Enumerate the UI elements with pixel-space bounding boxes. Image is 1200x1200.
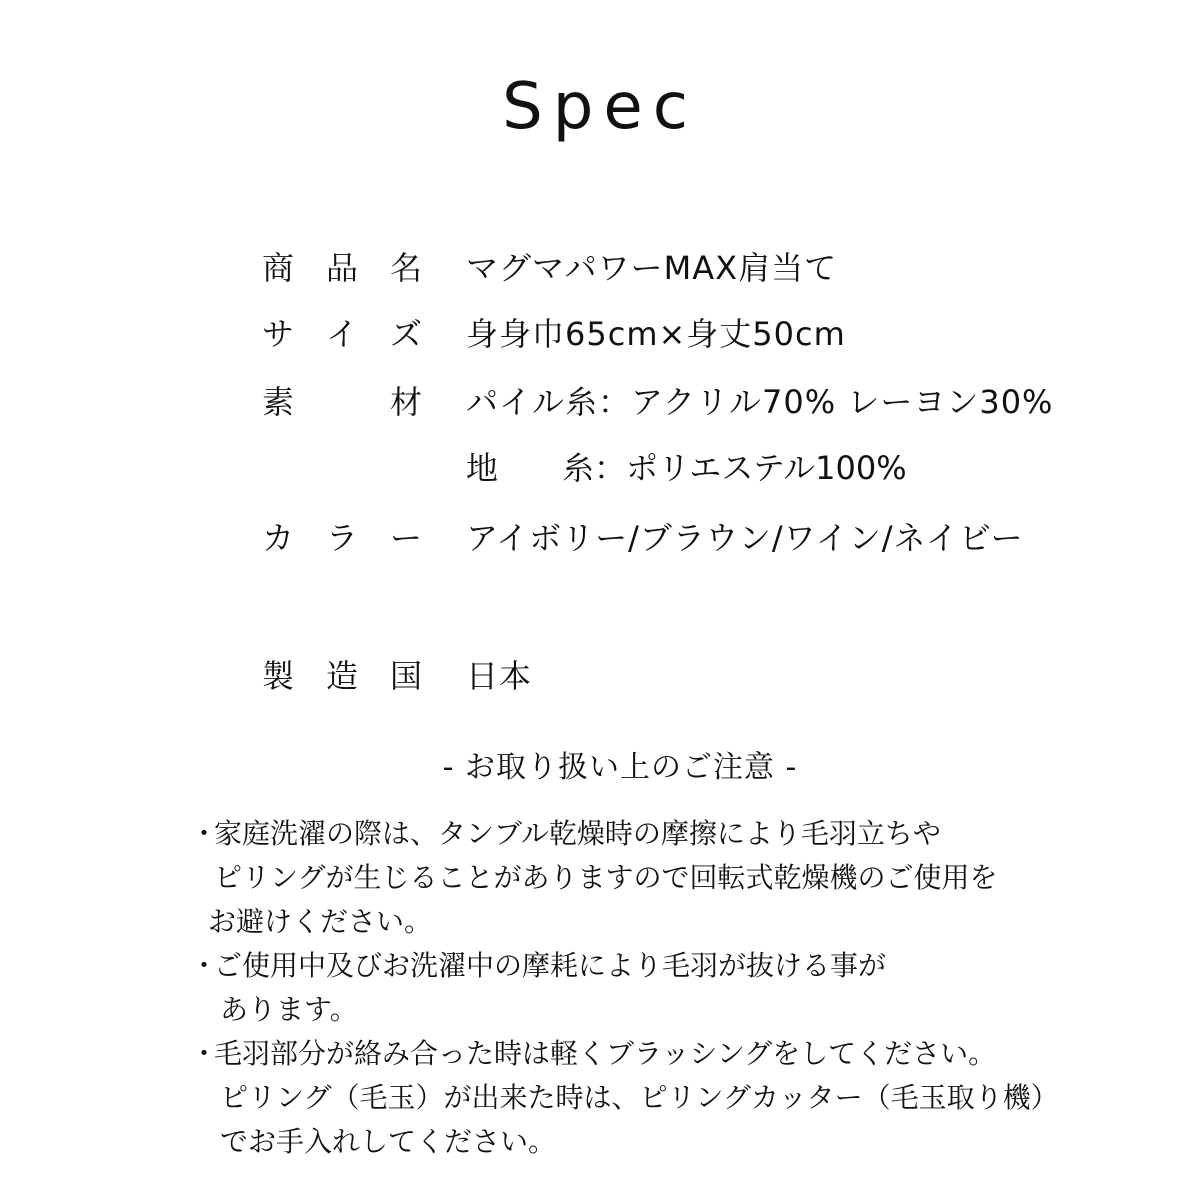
label-char: ー bbox=[389, 519, 422, 557]
spec-value-size: 身身巾65cm×身丈50cm bbox=[466, 315, 846, 353]
spec-label-country bbox=[262, 648, 422, 704]
spec-row-size bbox=[0, 306, 1200, 362]
label-char: 素 bbox=[262, 383, 295, 421]
bullet-icon: ・ bbox=[190, 817, 219, 850]
notes-heading: - お取り扱い上のご注意 - bbox=[442, 750, 798, 785]
label-char: 造 bbox=[325, 657, 358, 695]
care-notes bbox=[190, 812, 1150, 1164]
label-char: 材 bbox=[389, 383, 422, 421]
note-line: お避けください。 bbox=[208, 905, 433, 938]
bullet-icon: ・ bbox=[190, 949, 219, 982]
spec-label-material bbox=[262, 374, 422, 430]
note-line: あります。 bbox=[220, 993, 358, 1026]
spec-value-product-name: マグマパワーMAX肩当て bbox=[466, 249, 838, 287]
note-line: ご使用中及びお洗濯中の摩耗により毛羽が抜ける事が bbox=[214, 949, 887, 982]
spec-row-material-base bbox=[0, 440, 1200, 496]
note-line: ピリング（毛玉）が出来た時は、ピリングカッター（毛玉取り機） bbox=[220, 1081, 1059, 1114]
note-line: 家庭洗濯の際は、タンブル乾燥時の摩擦により毛羽立ちや bbox=[214, 817, 941, 850]
label-char: 名 bbox=[389, 249, 422, 287]
spec-row-country bbox=[0, 648, 1200, 704]
label-char: イ bbox=[325, 315, 358, 353]
page-title: Spec bbox=[502, 70, 698, 144]
spec-label-product-name bbox=[262, 240, 422, 296]
label-char: 製 bbox=[262, 657, 295, 695]
spec-value-country: 日本 bbox=[466, 657, 533, 695]
spec-label-size bbox=[262, 306, 422, 362]
label-char: カ bbox=[262, 519, 295, 557]
spec-value-color: アイボリー/ブラウン/ワイン/ネイビー bbox=[466, 519, 1024, 557]
spec-value-material-pile: パイル糸：アクリル70% レーヨン30% bbox=[466, 383, 1054, 421]
bullet-icon: ・ bbox=[190, 1037, 219, 1070]
label-char: ズ bbox=[389, 315, 422, 353]
label-char: 商 bbox=[262, 249, 295, 287]
spec-label-color bbox=[262, 510, 422, 566]
label-char: ラ bbox=[325, 519, 358, 557]
note-line: でお手入れしてください。 bbox=[220, 1125, 557, 1158]
note-item bbox=[190, 1032, 1150, 1164]
spec-row-material bbox=[0, 374, 1200, 430]
note-item bbox=[190, 944, 1150, 1032]
spec-value-material-base: 地 糸：ポリエステル100% bbox=[466, 449, 907, 487]
label-char: サ bbox=[262, 315, 295, 353]
note-line: 毛羽部分が絡み合った時は軽くブラッシングをしてください。 bbox=[214, 1037, 997, 1070]
spec-row-product-name bbox=[0, 240, 1200, 296]
spec-row-color bbox=[0, 510, 1200, 566]
label-char: 品 bbox=[325, 249, 358, 287]
label-char: 国 bbox=[389, 657, 422, 695]
note-line: ピリングが生じることがありますので回転式乾燥機のご使用を bbox=[214, 861, 998, 894]
note-item bbox=[190, 812, 1150, 944]
